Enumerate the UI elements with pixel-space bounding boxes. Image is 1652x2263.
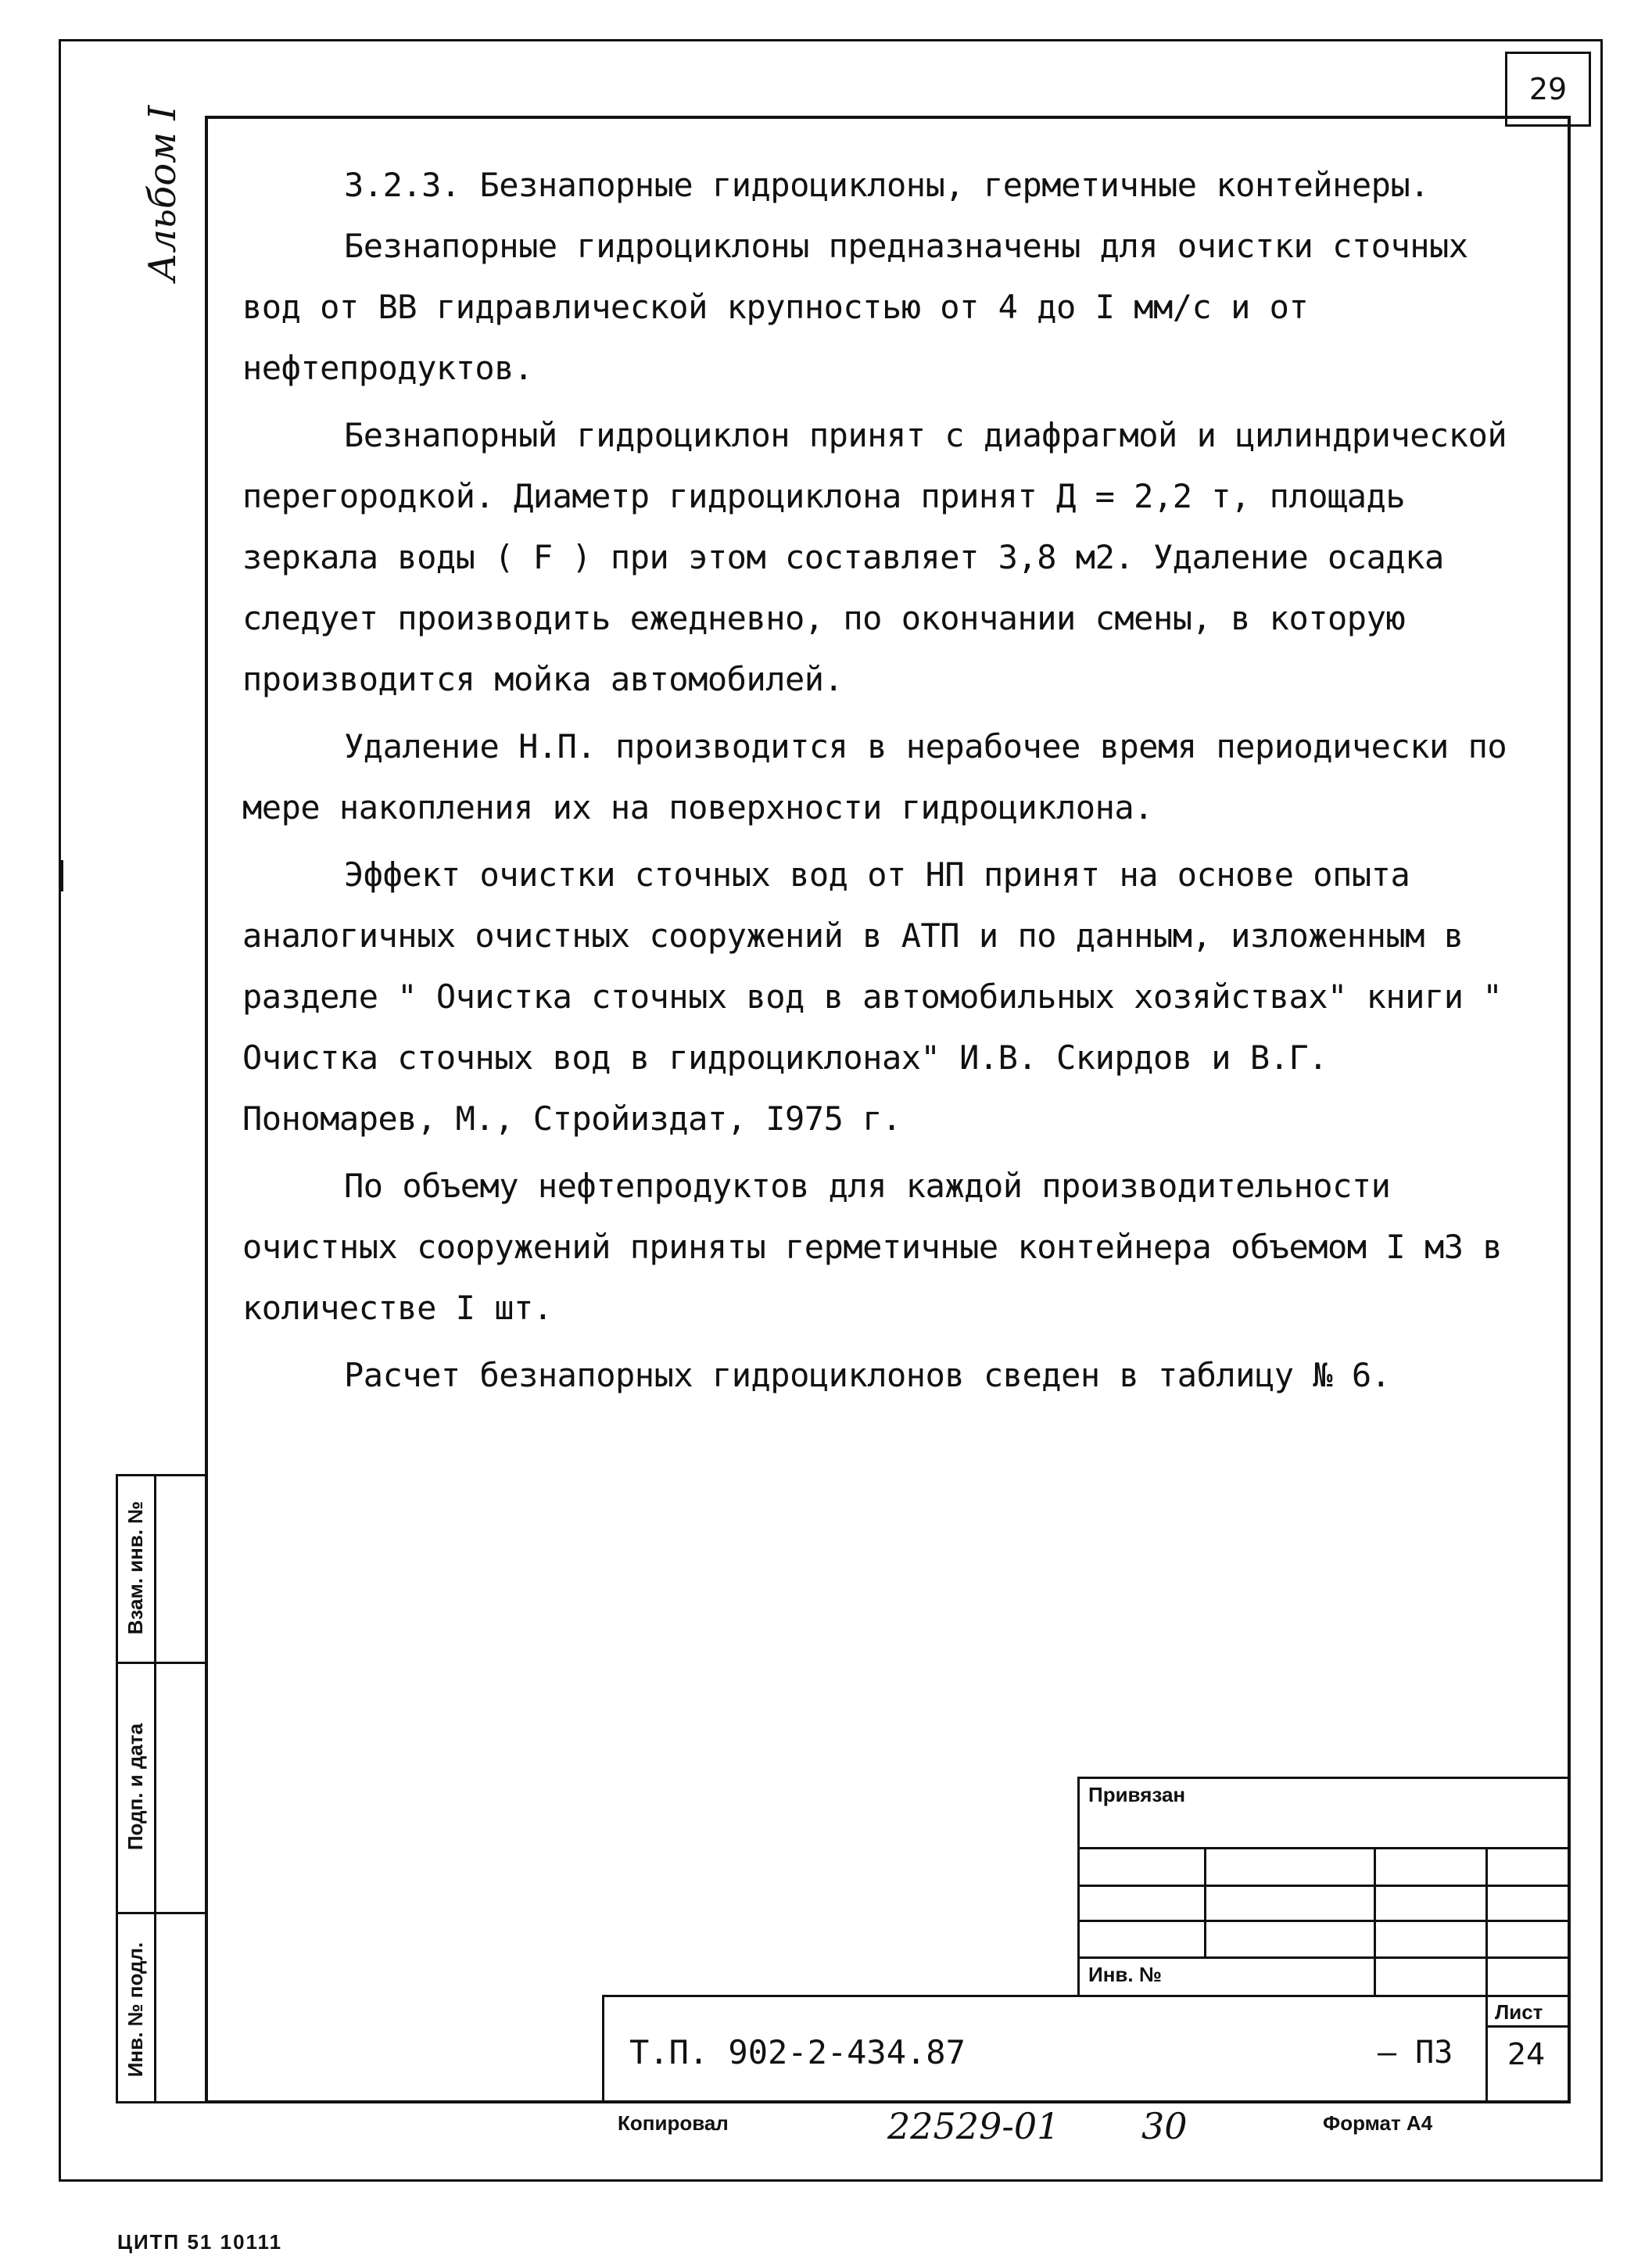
- binding-row-line: [1077, 1847, 1571, 1849]
- sheet-col-line: [1485, 1997, 1488, 2103]
- side-stamp-divider: [154, 1474, 156, 2103]
- copy-sheet: 30: [1141, 2105, 1188, 2147]
- binding-row-line: [1077, 1920, 1571, 1922]
- side-stamp-row-line: [116, 1912, 205, 1914]
- paragraph: Безнапорный гидроциклон принят с диафрагмой и цилиндрической перегородкой. Диаметр гидроциклона принят Д = 2,2 т, площадь зеркала воды ( F ) при этом составляет 3,8 м2. Удаление осадка следует производить ежедневно, по окончании смены, в которую производится мойка автомобилей.: [242, 416, 1507, 698]
- sheet-number: 24: [1507, 2037, 1546, 2071]
- paragraph: Эффект очистки сточных вод от НП принят на основе опыта аналогичных очистных сооружений в АТП и по данным, изложенным в разделе " Очистка сточных вод в автомобильных хозяйствах" книги " Очистка сточных вод в гидроциклонах" И.В. Скирдов и В.Г. Пономарев, М., Стройиздат, I975 г.: [242, 855, 1503, 1138]
- album-label: Альбом I: [141, 105, 185, 282]
- paragraph: Расчет безнапорных гидроциклонов сведен в таблицу № 6.: [344, 1356, 1391, 1394]
- podp-data-label: Подп. и дата: [124, 1723, 147, 1851]
- publisher-mark: ЦИТП 51 10111: [117, 2230, 283, 2254]
- paragraph: По объему нефтепродуктов для каждой производительности очистных сооружений приняты герметичные контейнера объемом I м3 в количестве I шт.: [242, 1167, 1503, 1327]
- sheet-row-line: [1485, 2025, 1571, 2028]
- document-code: Т.П. 902-2-434.87: [629, 2033, 966, 2071]
- copy-number: 22529-01: [887, 2105, 1060, 2147]
- inv-no-label: Инв. №: [1088, 1963, 1162, 1986]
- binding-row-line: [1077, 1956, 1571, 1959]
- document-body: [242, 155, 1532, 1406]
- section-code: – ПЗ: [1378, 2035, 1453, 2071]
- margin-tick: [59, 860, 63, 891]
- privyazan-label: Привязан: [1088, 1783, 1186, 1806]
- side-stamp-row-line: [116, 1662, 205, 1664]
- vzam-inv-label: Взам. инв. №: [124, 1501, 147, 1635]
- binding-col-line: [1485, 1847, 1488, 1997]
- binding-col-line: [1374, 1847, 1376, 1997]
- inv-podl-label: Инв. № подл.: [124, 1942, 147, 2078]
- copied-label: Копировал: [618, 2111, 729, 2135]
- paragraph: Удаление Н.П. производится в нерабочее время периодически по мере накопления их на поверхности гидроциклона.: [242, 727, 1507, 827]
- binding-row-line: [1077, 1885, 1571, 1887]
- binding-col-line: [1204, 1847, 1206, 1956]
- paragraph: Безнапорные гидроциклоны предназначены для очистки сточных вод от ВВ гидравлической крупностью от 4 до I мм/с и от нефтепродуктов.: [242, 227, 1468, 387]
- sheet-label: Лист: [1495, 2000, 1543, 2024]
- format-label: Формат А4: [1323, 2111, 1433, 2135]
- section-heading: 3.2.3. Безнапорные гидроциклоны, герметичные контейнеры.: [344, 166, 1430, 204]
- page-number: 29: [1528, 72, 1568, 106]
